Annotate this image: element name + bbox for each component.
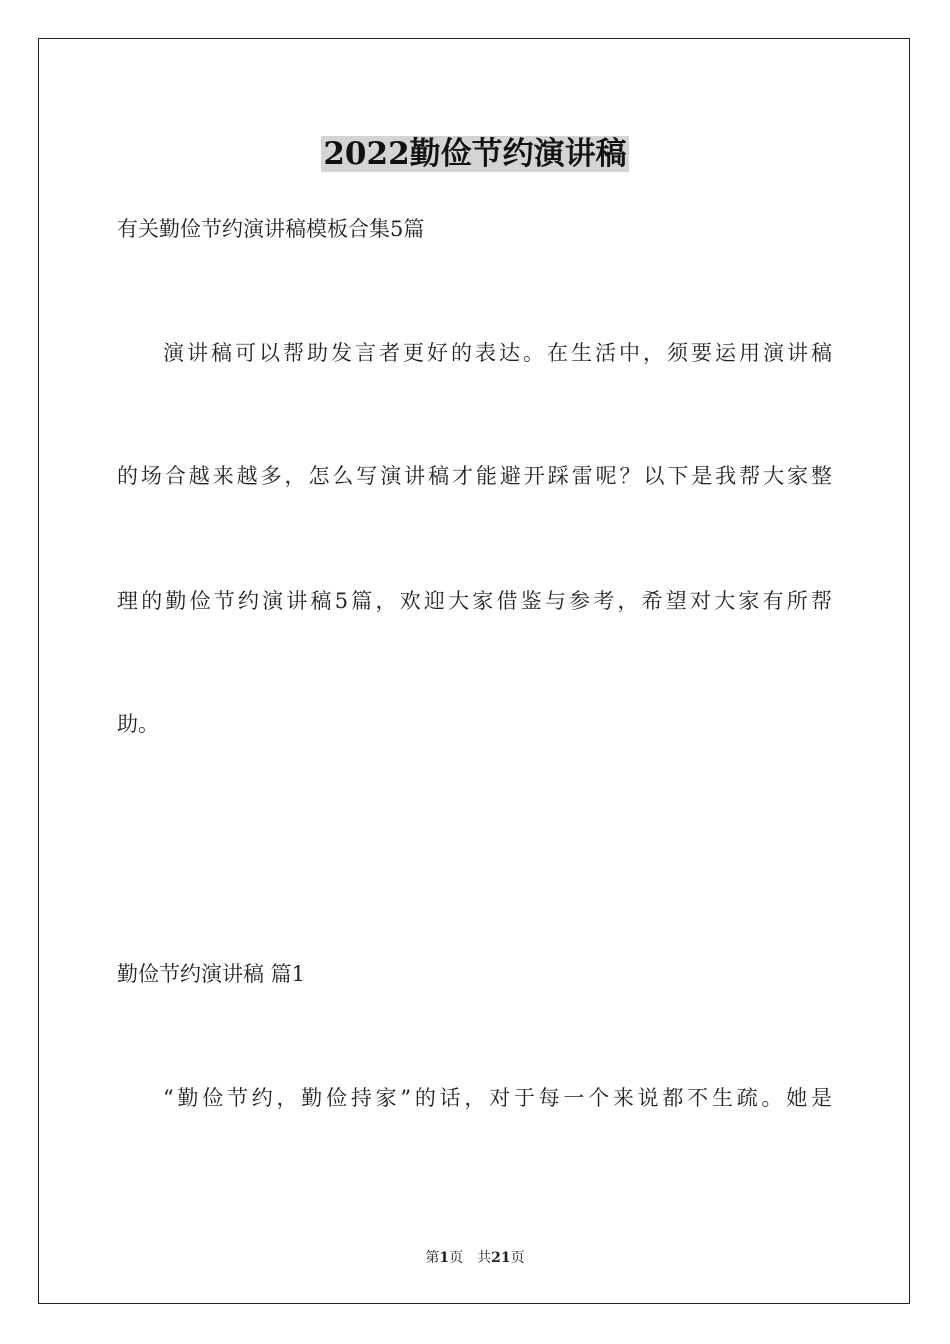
intro-line-4: 助。	[117, 712, 159, 736]
page-current: 1	[439, 1250, 450, 1266]
intro-line-3: 理的勤俭节约演讲稿5篇，欢迎大家借鉴与参考，希望对大家有所帮	[117, 589, 832, 613]
section-line-1: “勤俭节约，勤俭持家”的话，对于每一个来说都不生疏。她是	[163, 1086, 832, 1110]
total-suffix: 页	[510, 1250, 525, 1266]
intro-line-2: 的场合越来越多，怎么写演讲稿才能避开踩雷呢？以下是我帮大家整	[117, 464, 832, 488]
intro-line-1: 演讲稿可以帮助发言者更好的表达。在生活中，须要运用演讲稿	[163, 341, 832, 365]
page-suffix: 页	[449, 1250, 464, 1266]
total-prefix: 共	[477, 1250, 492, 1266]
total-pages: 21	[491, 1250, 511, 1266]
document-title: 2022勤俭节约演讲稿	[323, 136, 627, 172]
page-prefix: 第	[425, 1250, 440, 1266]
page-footer	[0, 1247, 950, 1267]
section-heading: 勤俭节约演讲稿 篇1	[117, 962, 306, 986]
document-subtitle: 有关勤俭节约演讲稿模板合集5篇	[117, 217, 425, 241]
